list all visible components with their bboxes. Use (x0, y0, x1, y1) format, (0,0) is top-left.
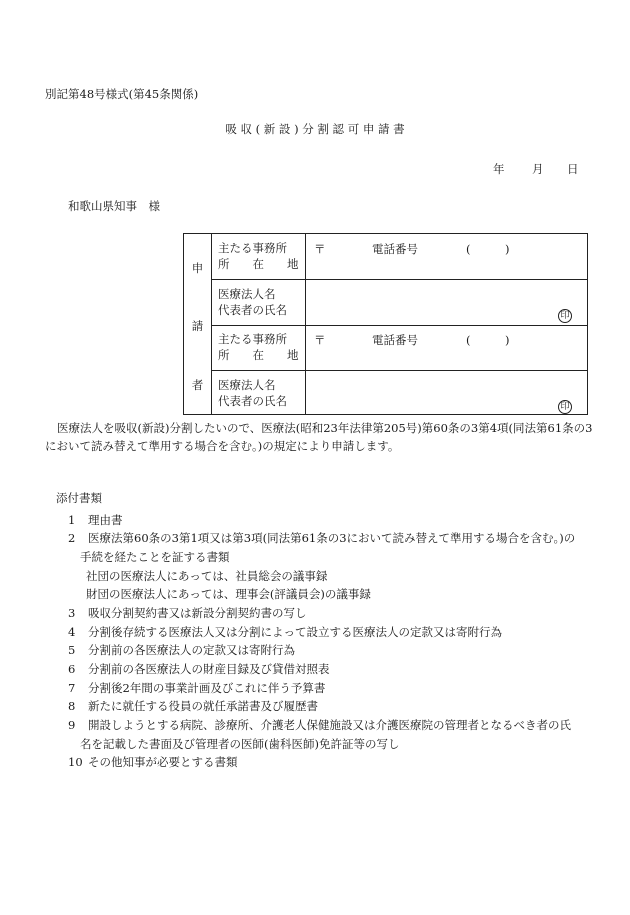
date-day: 日 (567, 162, 579, 176)
table-divider (305, 234, 306, 414)
attachment-subitem: 社団の医療法人にあっては、社員総会の議事録 (86, 569, 328, 583)
row-label: 主たる事務所 (218, 332, 287, 346)
office-label-1 (218, 240, 299, 272)
side-label-char: 申 (191, 261, 204, 275)
attachment-text: 分割前の各医療法人の定款又は寄附行為 (88, 643, 295, 657)
phone-label: 電話番号 (372, 333, 418, 347)
corp-name-label-2 (218, 377, 287, 409)
postal-mark: 〒 (314, 242, 326, 256)
attachment-subitem: 財団の医療法人にあっては、理事会(評議員会)の議事録 (86, 587, 371, 601)
attachment-number: 8 (68, 699, 76, 713)
attachment-text: 新たに就任する役員の就任承諾書及び履歴書 (88, 699, 318, 713)
attachment-continuation: 手続を経たことを証する書類 (80, 550, 230, 564)
row-label: 医療法人名 (218, 378, 276, 392)
attachment-text: 分割後2年間の事業計画及びこれに伴う予算書 (88, 681, 326, 695)
attachment-number: 2 (68, 531, 76, 545)
row-label: 所 在 地 (218, 348, 299, 362)
attachment-text: その他知事が必要とする書類 (88, 755, 238, 769)
row-label: 医療法人名 (218, 287, 276, 301)
attachment-number: 1 (68, 513, 76, 527)
corp-name-label-1 (218, 286, 287, 318)
seal-icon: 印 (558, 400, 572, 414)
document-title: 吸 収 ( 新 設 ) 分 割 認 可 申 請 書 (225, 122, 405, 136)
phone-field[interactable]: ( ) (466, 333, 510, 347)
attachment-item (68, 679, 598, 698)
attachment-number: 6 (68, 662, 76, 676)
row-label: 所 在 地 (218, 257, 299, 271)
attachment-item (68, 753, 598, 772)
attachment-item (68, 623, 598, 642)
attachment-item (68, 660, 598, 679)
attachment-text: 開設しようとする病院、診療所、介護老人保健施設又は介護医療院の管理者となるべき者の氏 (88, 718, 571, 732)
form-number: 別記第48号様式(第45条関係) (45, 87, 199, 101)
addressee: 和歌山県知事 様 (68, 199, 160, 213)
attachment-number: 3 (68, 606, 76, 620)
attachment-continuation: 名を記載した書面及び管理者の医師(歯科医師)免許証等の写し (80, 737, 400, 751)
row-label: 主たる事務所 (218, 241, 287, 255)
attachment-number: 9 (68, 718, 76, 732)
attachment-item (68, 641, 598, 660)
phone-label: 電話番号 (372, 242, 418, 256)
attachment-text: 分割後存続する医療法人又は分割によって設立する医療法人の定款又は寄附行為 (88, 625, 502, 639)
attachment-number: 4 (68, 625, 76, 639)
side-label-char: 請 (191, 319, 204, 333)
postal-mark: 〒 (314, 333, 326, 347)
body-paragraph: 医療法人を吸収(新設)分割したいので、医療法(昭和23年法律第205号)第60条の3第4項(同法第61条の3において読み替えて準用する場合を含む。)の規定により申請します。 (45, 421, 593, 453)
attachment-text: 医療法第60条の3第1項又は第3項(同法第61条の3において読み替えて準用する場合を含む。)の (88, 531, 576, 545)
row-label: 代表者の氏名 (218, 303, 287, 317)
date-year: 年 (493, 162, 505, 176)
attachment-item (68, 716, 598, 735)
date-month: 月 (532, 162, 544, 176)
attachment-item (68, 511, 598, 530)
attachment-number: 10 (68, 755, 83, 769)
table-divider (211, 279, 587, 280)
attachment-item (68, 697, 598, 716)
attachment-number: 5 (68, 643, 76, 657)
attachments-heading: 添付書類 (56, 491, 102, 505)
side-label-char: 者 (191, 378, 204, 392)
attachment-number: 7 (68, 681, 76, 695)
applicant-table (183, 233, 588, 415)
table-divider (211, 234, 212, 414)
table-divider (211, 370, 587, 371)
office-label-2 (218, 331, 299, 363)
attachment-text: 分割前の各医療法人の財産目録及び貸借対照表 (88, 662, 330, 676)
attachment-text: 理由書 (88, 513, 123, 527)
attachment-item (68, 529, 598, 548)
table-divider (211, 325, 587, 326)
phone-field[interactable]: ( ) (466, 242, 510, 256)
attachment-text: 吸収分割契約書又は新設分割契約書の写し (88, 606, 307, 620)
row-label: 代表者の氏名 (218, 394, 287, 408)
seal-icon: 印 (558, 309, 572, 323)
attachment-item (68, 604, 598, 623)
